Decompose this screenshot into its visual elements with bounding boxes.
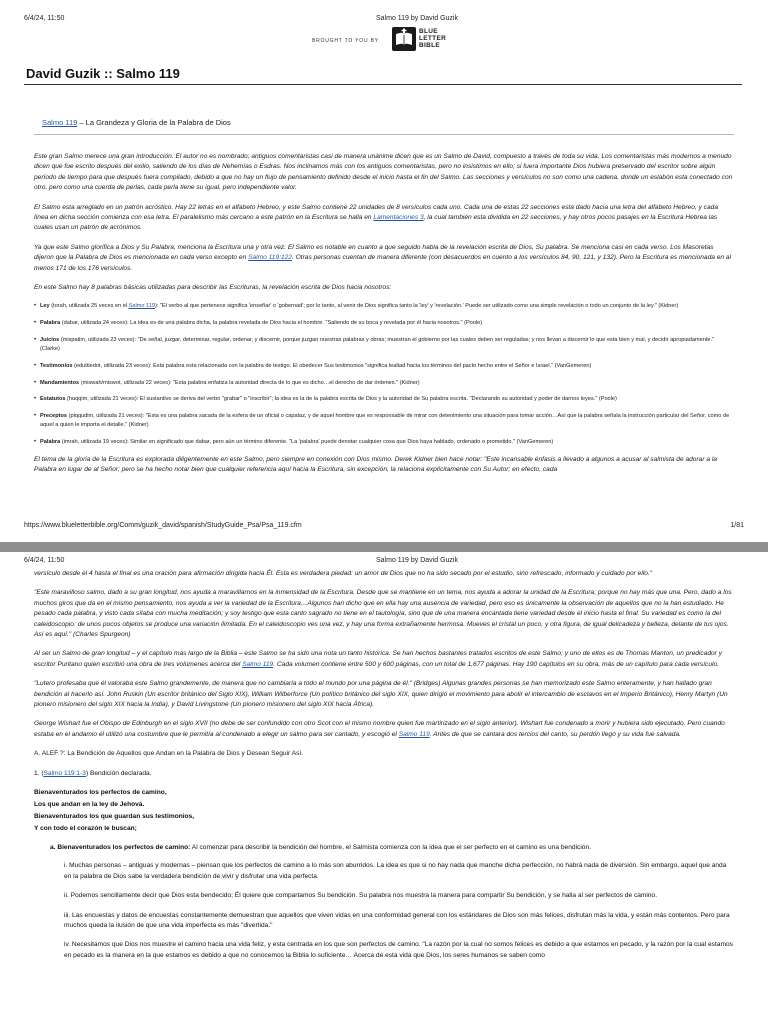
page-footer: [24, 522, 744, 529]
list-item: • Ley (torah, utilizada 25 veces en el Salmo 119): "El verbo al que pertenece significa 'enseñar' o 'gobernad'; por lo tanto, al venir de Dios significa tanto la 'ley' y 'revelación.' Puede ser utilizado como una simple revelación o todo un conjunto de la ley." (Kidner): [34, 302, 734, 310]
article-body: [34, 152, 734, 484]
print-datetime: 6/4/24, 11:50: [24, 15, 65, 22]
scripture-link[interactable]: Salmo 119:1-3: [43, 770, 86, 778]
paragraph: En este Salmo hay 8 palabras básicas utilizadas para describir las Escrituras, la revelación escrita de Dios hacia nosotros:: [34, 284, 392, 292]
scripture-terms-list: [34, 302, 734, 446]
brought-by-label: BROUGHT TO YOU BY: [312, 38, 379, 44]
page-separator: [0, 542, 768, 552]
list-item: • Testimonios (eduttiedot, utilizada 23 veces): Esta palabra esta relacionada con la palabra de testigo. El obedecer Sus testimonios "significa lealtad hacia los términos del pacto hecho entre el Señor e Israel." (VanGemeren): [34, 362, 734, 370]
section-heading: A. ALEF ?: La Bendición de Aquellos que Andan en la Palabra de Dios y Desean Seguir Así.: [34, 750, 304, 758]
paragraph: Este gran Salmo merece una gran introducción. El autor no es nombrado; antiguos comentaristas casi de manera unánime dicen que es un Salmo de David, compuesto a través de toda su vida. Los comentaristas más modernos a menudo dicen que fue escrito después del exilio, saliendo de los días de Nehemías o Esdras. Nos inclinamos más con los antiguos comentaristas, pero no insistimos en ello; si fuera importante Dios hubiera preservado del escritor sobre algún período de tiempo para que después fuera compilado, debido a que no hay un flujo de pensamiento definido desde el inicio hasta el fin del Salmo. Las secciones y versículos no son como una cadena, donde un eslabón esta conectado con otro, pero como una cuerda de perlas, cada perla tiene su igual, pero independiente valor.: [34, 153, 733, 192]
list-item: • Preceptos (piqqudim, utilizada 21 veces): "Esta es una palabra sacada de la esfera de un oficial o capataz, y de aquel hombre que es responsable de mirar con detenimiento una situación para tomar acción…Así que la palabra señala la instrucción particular del Señor, como de aquel a quien le importa el detalle." (Kidner): [34, 412, 734, 429]
scripture-link[interactable]: Salmo 119: [242, 660, 274, 668]
title-divider: [24, 84, 742, 85]
print-datetime: 6/4/24, 11:50: [24, 557, 65, 564]
page-title: David Guzik :: Salmo 119: [26, 66, 180, 81]
verse-text: [34, 787, 734, 835]
source-url[interactable]: https://www.blueletterbible.org/Comm/guzik_david/spanish/StudyGuide_Psa/Psa_119.cfm: [24, 522, 302, 529]
commentary-subpoint: i. Muchas personas – antiguas y modernas – piensan que los perfectos de camino a lo más son aburridos. La idea es que si no hay nada que manche dicha perfección, no habrá nada de diversión. Sin embargo, aquel que anda en la palabra de Dios sabe la verdadera bendición de vivir y disfrutar una vida perfecta.: [64, 862, 727, 880]
list-item: • Palabra (imrah, utilizada 19 veces): Similar en significado que dabar, pero aún un término diferente. "La 'palabra' puede denotar cualquier cosa que Dios haya hablado, ordenado o prometido." (VanGemeren): [34, 438, 734, 446]
list-item: • Palabra (dabar, utilizada 24 veces): La idea es de una palabra dicha, la palabra revelada de Dios hacia el hombre. "Saliendo de su boca y revelada por él hacia nosotros." (Poole): [34, 319, 734, 327]
subtitle: Salmo 119 – La Grandeza y Gloria de la Palabra de Dios: [42, 118, 231, 127]
paragraph: Ya que este Salmo glorifica a Dios y Su Palabra, menciona la Escritura una y otra vez. El Salmo es notable en cuanto a que seguido habla de la revelación escrita de Dios, Su palabra. Se menciona casi en cada verso. Los Masoretas dijeron que la Palabra de Dios es mencionada en cada verso excepto en Salmo 119:122. Otras personas cuentan de manera diferente (con desacuerdos en cuento a los versículos 84, 90, 121, y 132). Pero la Escritura es mencionada en al menos 171 de los 176 versículos.: [34, 243, 732, 272]
scripture-link[interactable]: Salmo 119: [398, 730, 430, 738]
list-item: • Juicios (mispatim, utilizada 23 veces): "De señal, juzgar, determinar, regular, ordenar, y discernir, porque juzgan nuestras palabras y obras; muestran el gobierno por las cuales deben ser reguladas; y nos llevan a discernir lo que esta bien y mal, y decidir apropiadamente." (Clarke): [34, 336, 734, 353]
paragraph: El Salmo esta arreglado en un patrón acróstico. Hay 22 letras en el alfabeto Hebreo, y este Salmo contiene 22 unidades de 8 versículos cada uno. Cada una de estas 22 secciones esta dado hacia una letra del alfabeto Hebreo, y cada línea en dicha sección comienza con esa letra. El paralelismo más cercano a este patrón en la Escritura se halla en Lamentaciones 3, la cual también esta dividida en 22 secciones, y hay otros pocos pasajes en la Escritura Hebrea las cuales usan un patrón de acrónimos.: [34, 203, 718, 232]
blb-wordmark: BLUE LETTER BIBLE: [419, 28, 447, 49]
page-number: 1/81: [730, 522, 744, 529]
list-item: • Mandamientos (miswah/miswot, utilizada 22 veces): "Esta palabra enfatiza la autoridad directa de lo que es dicho…el derecho de dar órdenes." (Kidner): [34, 379, 734, 387]
paragraph: "Este maravilloso salmo, dado a su gran longitud, nos ayuda a maravillarnos en la inmensidad de la Escritura. Desde que se mantiene en un tema, nos ayuda a adorar la unidad de la Escritura; porque no hay más que una. Pero, dado a los muchos giros que da en el mismo pensamiento, nos ayuda a ver la variedad de la Escritura…Algunos han dicho que en ella hay una ausencia de variedad, pero eso es únicamente la observación de aquellos que no la han estudiado. He pesado cada palabra, y visto cada sílaba con mucha meditación; y soy testigo que esta canto sagrado no tiene en el tautología, sino que de una manera encantada tiene variedad desde el inicio hasta el final. Su variedad es como la del caleidoscopio: de unos pocos objetos se produce una variación ilimitada. En el caleidoscopio ves una vez, y hay una forma extrañamente hermosa. Mueves el cristal un poco, y otra figura, de igual delicadeza y belleza, delante de tus ojos. Así es aquí." (Charles Spurgeon): [34, 589, 732, 639]
verse-line: Bienaventurados los que guardan sus testimonios,: [34, 813, 195, 821]
list-item: • Estatutos (huqqim, utilizada 21 veces): El sustantivo se deriva del verbo "grabar" o "inscribir"; la idea es la de la palabra escrita de Dios y la autoridad de Su palabra escrita. "Declarando su autoridad y poder de darnos leyes." (Poole): [34, 395, 734, 403]
paragraph: George Wishart fue el Obispo de Edinburgh en el siglo XVII (no debe de ser confundido con otro Scot con el mismo nombre quien fue martirizado en el siglo anterior). Wishart fue condenado a morir y hubiera sido ejecutado. Pero cuando estaba en el andamio él utilizó una costumbre que le permitía al condenado a elegir un salmo para ser cantado, y escogió el Salmo 119. Antes de que se cantara dos tercios del canto, su perdón llegó y su vida fue salvada.: [34, 720, 725, 738]
psalm-link[interactable]: Salmo 119: [42, 118, 78, 127]
verse-heading: 1. (Salmo 119:1-3) Bendición declarada.: [34, 770, 152, 778]
scripture-link[interactable]: Lamentaciones 3: [373, 214, 424, 222]
paragraph: versículo desde el 4 hasta el final es una oración para afirmación dirigida hacia Él. Esta es verdadera piedad: un amor de Dios que no ha sido secado por el estudio, sino refrescado, informado y cuidado por ello.": [34, 570, 653, 577]
verse-line: Los que andan en la ley de Jehová.: [34, 801, 145, 809]
paragraph: Al ser un Salmo de gran longitud – y el capítulo más largo de la Biblia – este Salmo se ha sido una nota un tanto histórica. Se han hechos bastantes tratados escritos de este Salmo; y uno de ellos es de Thomas Manton, un predicador y escritor Puritano quien escribió una obra de tres volúmenes acerca del Salmo 119. Cada volumen contiene entre 500 y 600 páginas, con un total de 1,677 páginas. Hay 190 capítulos en su obra, más de un capítulo para cada versículo.: [34, 650, 722, 668]
pdf-page-2: [0, 552, 768, 1024]
paragraph: El tema de la gloria de la Escritura es explorada diligentemente en este Salmo, pero siempre en conexión con Dios mismo. Derek Kidner bien hace notar: "Este incansable énfasis a llevado a algunos a acusar al salmista de adorar a la Palabra en lugar de al Señor; pero se ha hecho notar bien que cualquier referencia aquí hacia la Escritura, sin excepción, la relaciona explícitamente con Su Autor; en efecto, cada: [34, 455, 717, 473]
print-title: Salmo 119 by David Guzik: [376, 15, 458, 22]
commentary-subpoint: ii. Podemos sencillamente decir que Dios esta bendecido; Él quiere que compartamos Su bendición. Su palabra nos muestra la manera para compartir Su bendición, y se halla al ser perfectos de camino.: [64, 892, 658, 900]
bible-book-icon: [392, 27, 416, 51]
commentary-subpoint: iv. Necesitamos que Dios nos muestre el camino hacia una vida feliz, y esta centrada en los que son perfectos de camino. "La razón por la cual no somos felices es debido a que estamos en pecado, y la razón por la cual estamos en pecado es la manera en la que estamos es debido a que no conocemos la Biblia lo suficiente… Acerca de esta vida que Dios, los seres humanos se saben como: [64, 941, 733, 959]
verse-line: Y con todo el corazón le buscan;: [34, 825, 137, 833]
scripture-link[interactable]: Salmo 119: [128, 303, 155, 310]
subtitle-divider: [34, 134, 734, 135]
scripture-link[interactable]: Salmo 119:122: [248, 254, 292, 262]
branding[interactable]: [310, 27, 490, 55]
verse-line: Bienaventurados los perfectos de camino,: [34, 789, 167, 797]
commentary-point: a. Bienaventurados los perfectos de camino: Al comenzar para describir la bendición del hombre, el Salmista comienza con la idea que el ser perfecto en el camino es una bendición.: [50, 844, 591, 852]
paragraph: "Lutero profesaba que él valoraba este Salmo grandemente, de manera que no cambiaría a todo el mundo por una página de él." (Bridges) Algunas grandes personas se han memorizado este Salmo enteramente, y han hallado gran bendición al hacerlo así. John Ruskin (Un escritor británico del Siglo XIX), William Wilberforce (Un político británico del siglo XIX, quien dirigió el movimiento para abolir el intercambio de esclavos en el Imperio Británico), Henry Martyn (Un pionero misionero del siglo XIX hacia la India), y David Livingstone (Un pionero misionero del siglo XIX hacia África).: [34, 680, 728, 709]
print-title: Salmo 119 by David Guzik: [376, 557, 458, 564]
article-body: [34, 569, 734, 970]
commentary-subpoint: iii. Las encuestas y datos de encuestas constantemente demuestran que aquellos que viven vidas en una conformidad general con los estándares de Dios son más felices, disfrutan más la vida, y están más contentos. Pero para muchos queda la ilusión de que una vida imperfecta es más "divertida.": [64, 911, 730, 929]
